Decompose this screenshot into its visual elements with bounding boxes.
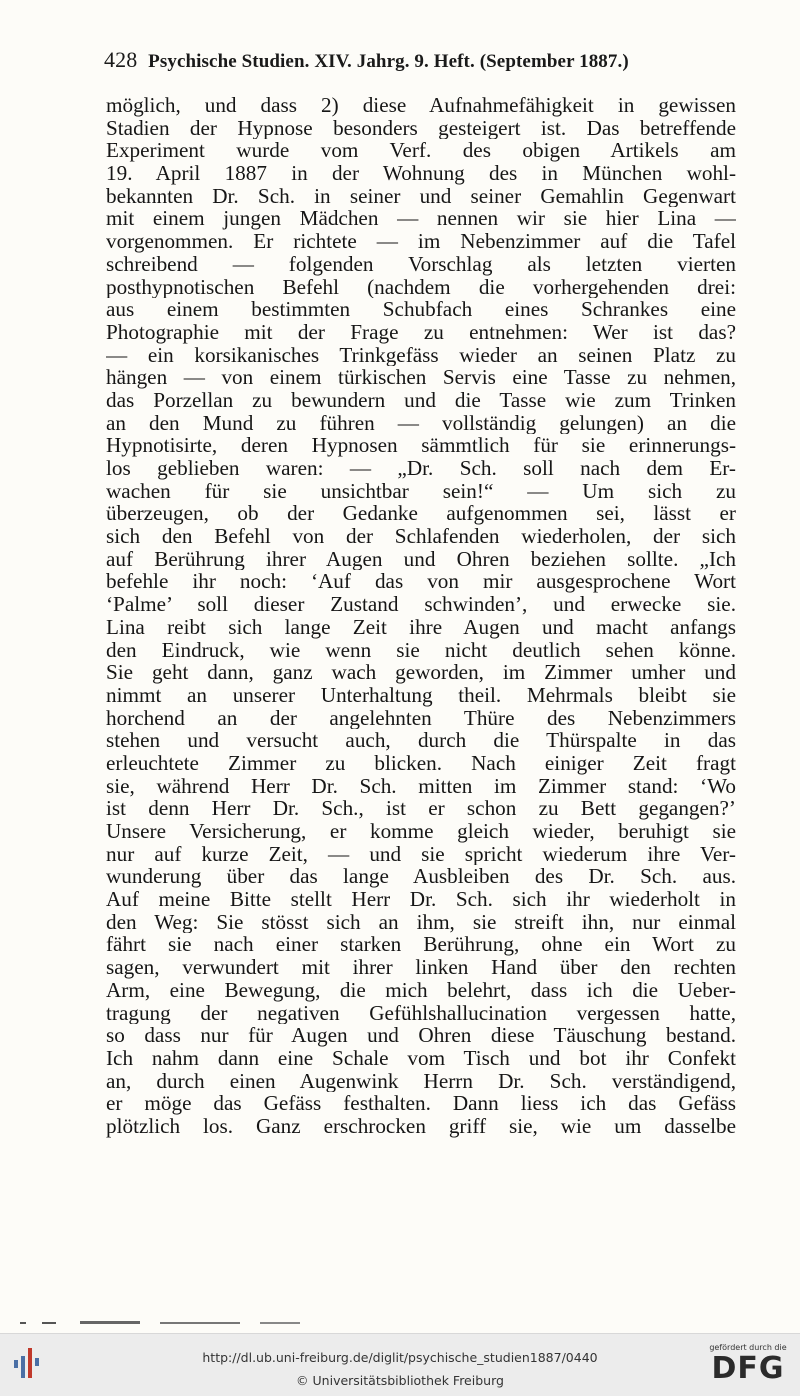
text-line: fährt sie nach einer starken Berührung, ohne ein Wort zu: [106, 933, 736, 957]
text-line: tragung der negativen Gefühlshallucination vergessen hatte,: [106, 1001, 736, 1025]
dfg-caption: gefördert durch die: [709, 1343, 787, 1352]
text-line: Stadien der Hypnose besonders gesteigert ist. Das betreffende: [106, 116, 736, 140]
text-line: an den Mund zu führen — vollständig gelungen) an die: [106, 411, 736, 435]
dfg-logo: DFG: [711, 1351, 785, 1386]
text-line: das Porzellan zu bewundern und die Tasse wie zum Trinken: [106, 388, 736, 412]
header-title: Psychische Studien. XIV. Jahrg. 9. Heft. (September 1887.): [148, 51, 629, 72]
text-line: Arm, eine Bewegung, die mich belehrt, dass ich die Ueber-: [106, 978, 736, 1002]
text-line: sagen, verwundert mit ihrer linken Hand über den rechten: [106, 956, 736, 979]
text-line: Auf meine Bitte stellt Herr Dr. Sch. sich ihr wiederholt in: [106, 888, 736, 911]
text-line: plötzlich los. Ganz erschrocken griff sie, wie um dasselbe: [106, 1114, 736, 1138]
text-line: wunderung über das lange Ausbleiben des Dr. Sch. aus.: [106, 865, 736, 889]
text-line: ‘Palme’ soll dieser Zustand schwinden’, und erwecke sie.: [106, 593, 736, 616]
text-line: horchend an der angelehnten Thüre des Nebenzimmers: [106, 706, 736, 730]
text-line: erleuchtete Zimmer zu blicken. Nach einiger Zeit fragt: [106, 751, 736, 775]
text-line: er möge das Gefäss festhalten. Dann liess ich das Gefäss: [106, 1092, 736, 1115]
body-text: [106, 94, 736, 1138]
text-line: bekannten Dr. Sch. in seiner und seiner Gemahlin Gegenwart: [106, 184, 736, 208]
text-line: 19. April 1887 in der Wohnung des in München wohl-: [106, 162, 736, 185]
text-line: überzeugen, ob der Gedanke aufgenommen sei, lässt er: [106, 502, 736, 526]
text-line: mit einem jungen Mädchen — nennen wir sie hier Lina —: [106, 207, 736, 231]
text-line: posthypnotischen Befehl (nachdem die vorhergehenden drei:: [106, 275, 736, 299]
text-line: aus einem bestimmten Schubfach eines Schrankes eine: [106, 298, 736, 321]
scan-edge-marks: [20, 1320, 320, 1326]
text-line: so dass nur für Augen und Ohren diese Täuschung bestand.: [106, 1024, 736, 1047]
text-line: nur auf kurze Zeit, — und sie spricht wiederum ihre Ver-: [106, 842, 736, 866]
text-line: sie, während Herr Dr. Sch. mitten im Zimmer stand: ‘Wo: [106, 774, 736, 798]
text-line: — ein korsikanisches Trinkgefäss wieder an seinen Platz zu: [106, 343, 736, 367]
page-number: 428: [104, 47, 138, 72]
text-line: Ich nahm dann eine Schale vom Tisch und bot ihr Confekt: [106, 1046, 736, 1070]
text-line: los geblieben waren: — „Dr. Sch. soll nach dem Er-: [106, 457, 736, 480]
text-line: Sie geht dann, ganz wach geworden, im Zimmer umher und: [106, 661, 736, 684]
source-url[interactable]: http://dl.ub.uni-freiburg.de/diglit/psychische_studien1887/0440: [202, 1350, 598, 1365]
text-line: hängen — von einem türkischen Servis eine Tasse zu nehmen,: [106, 366, 736, 389]
text-line: Photographie mit der Frage zu entnehmen: Wer ist das?: [106, 320, 736, 344]
text-line: schreibend — folgenden Vorschlag als letzten vierten: [106, 252, 736, 276]
text-line: Hypnotisirte, deren Hypnosen sämmtlich für sie erinnerungs-: [106, 434, 736, 457]
text-line: den Eindruck, wie wenn sie nicht deutlich sehen könne.: [106, 638, 736, 662]
text-line: Unsere Versicherung, er komme gleich wieder, beruhigt sie: [106, 820, 736, 843]
text-line: Experiment wurde vom Verf. des obigen Artikels am: [106, 139, 736, 163]
text-line: an, durch einen Augenwink Herrn Dr. Sch. verständigend,: [106, 1069, 736, 1093]
text-line: möglich, und dass 2) diese Aufnahmefähigkeit in gewissen: [106, 94, 736, 117]
text-line: wachen für sie unsichtbar sein!“ — Um sich zu: [106, 479, 736, 503]
text-line: Lina reibt sich lange Zeit ihre Augen und macht anfangs: [106, 615, 736, 639]
copyright-notice: © Universitätsbibliothek Freiburg: [296, 1373, 504, 1388]
text-line: den Weg: Sie stösst sich an ihm, sie streift ihn, nur einmal: [106, 910, 736, 934]
text-line: befehle ihr noch: ‘Auf das von mir ausgesprochene Wort: [106, 570, 736, 594]
running-header: [104, 47, 744, 73]
text-line: nimmt an unserer Unterhaltung theil. Mehrmals bleibt sie: [106, 683, 736, 707]
text-line: auf Berührung ihrer Augen und Ohren beziehen sollte. „Ich: [106, 547, 736, 571]
text-line: stehen und versucht auch, durch die Thürspalte in das: [106, 729, 736, 752]
text-line: ist denn Herr Dr. Sch., ist er schon zu Bett gegangen?’: [106, 797, 736, 820]
text-line: vorgenommen. Er richtete — im Nebenzimmer auf die Tafel: [106, 230, 736, 253]
text-line: sich den Befehl von der Schlafenden wiederholen, der sich: [106, 525, 736, 548]
